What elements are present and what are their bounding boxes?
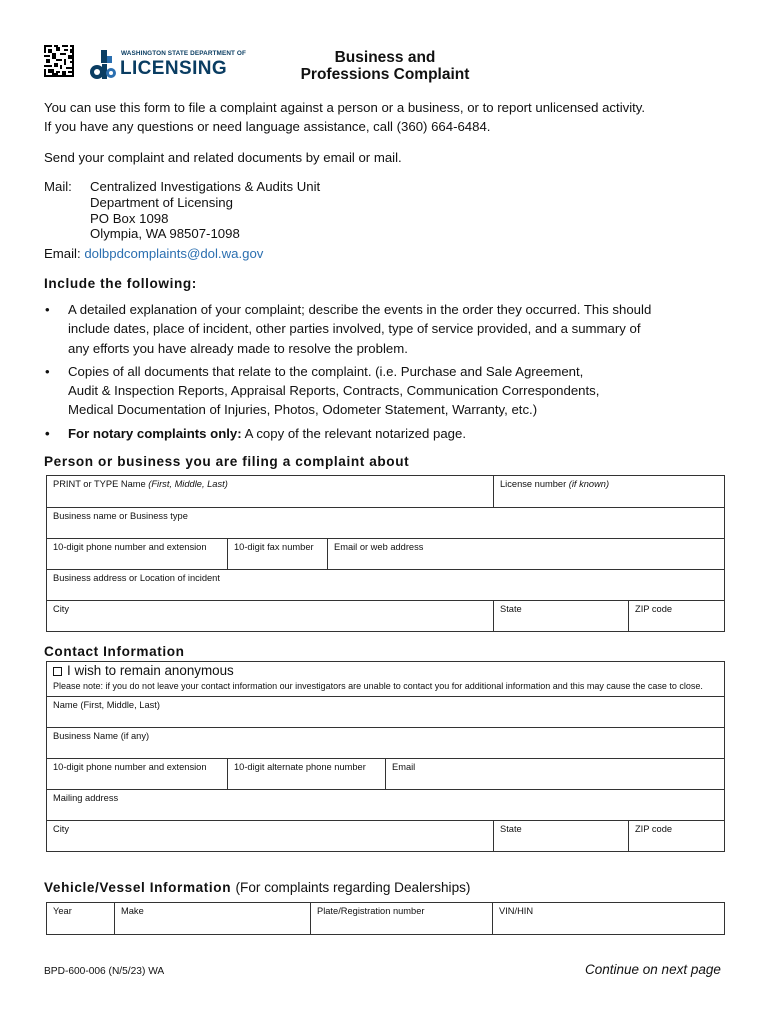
list-item — [44, 300, 704, 358]
logo-dept-text: WASHINGTON STATE DEPARTMENT OF — [121, 50, 247, 57]
field-hint: (if known) — [568, 479, 610, 489]
include-list — [44, 300, 704, 447]
business-name-field[interactable] — [47, 508, 725, 539]
plate-field[interactable] — [311, 903, 493, 935]
anonymous-label: I wish to remain anonymous — [67, 663, 234, 678]
vehicle-heading-note: (For complaints regarding Dealerships) — [235, 880, 471, 895]
notary-bold: For notary complaints only: — [68, 425, 242, 441]
bullet-line: Audit & Inspection Reports, Appraisal Reports, Contracts, Communication Correspondents, — [68, 383, 600, 399]
mail-line: Department of Licensing — [90, 194, 233, 210]
field-label: Make — [121, 906, 144, 916]
field-label: License number — [500, 479, 569, 489]
field-label: State — [500, 824, 522, 834]
mail-line: Olympia, WA 98507-1098 — [90, 226, 240, 242]
contact-city-field[interactable] — [47, 821, 494, 852]
field-label: Email or web address — [334, 542, 424, 552]
contact-state-field[interactable] — [494, 821, 629, 852]
field-label: Email — [392, 762, 416, 772]
name-field[interactable] — [47, 476, 494, 508]
vehicle-table — [46, 902, 725, 935]
bullet-line: include dates, place of incident, other parties involved, type of service provided, and a summary of — [68, 321, 641, 337]
title-line-1: Business and — [334, 49, 436, 66]
qr-code — [44, 45, 74, 77]
field-label: Name (First, Middle, Last) — [53, 700, 160, 710]
email-line — [44, 246, 263, 261]
mail-label: Mail: — [44, 179, 72, 194]
bullet-line — [68, 424, 704, 443]
year-field[interactable] — [47, 903, 115, 935]
vin-field[interactable] — [493, 903, 725, 935]
vehicle-heading — [44, 880, 470, 895]
list-item — [44, 362, 704, 420]
mailing-address-field[interactable] — [47, 790, 725, 821]
field-label: Plate/Registration number — [317, 906, 425, 916]
field-label: PRINT or TYPE Name — [53, 479, 149, 489]
field-label: 10-digit alternate phone number — [234, 762, 366, 772]
intro-line-1: You can use this form to file a complaint against a person or a business, or to report unlicensed activity. — [44, 100, 646, 115]
field-label: ZIP code — [635, 824, 673, 834]
mail-address — [90, 179, 320, 242]
list-item — [44, 424, 704, 443]
person-heading: Person or business you are filing a complaint about — [44, 454, 410, 469]
form-code: BPD-600-006 (N/5/23) WA — [44, 966, 165, 977]
city-field[interactable] — [47, 601, 494, 632]
field-label: City — [53, 604, 70, 614]
anonymous-note: Please note: if you do not leave your contact information our investigators are unable to contact you for additional information and this may cause the case to close. — [53, 681, 703, 691]
field-label: Business name or Business type — [53, 511, 188, 521]
contact-zip-field[interactable] — [629, 821, 725, 852]
email-link[interactable]: dolbpdcomplaints@dol.wa.gov — [84, 246, 264, 261]
mail-line: Centralized Investigations & Audits Unit — [90, 179, 321, 194]
dol-logo-mark — [88, 48, 118, 82]
notary-rest: A copy of the relevant notarized page. — [241, 425, 466, 441]
business-address-field[interactable] — [47, 570, 725, 601]
continue-note: Continue on next page — [585, 962, 721, 977]
form-title — [260, 49, 510, 83]
mail-line: PO Box 1098 — [90, 210, 169, 226]
field-label: ZIP code — [635, 604, 673, 614]
anonymous-option — [47, 662, 725, 697]
intro-line-2: If you have any questions or need language assistance, call (360) 664-6484. — [44, 119, 491, 134]
contact-name-field[interactable] — [47, 697, 725, 728]
field-label: State — [500, 604, 522, 614]
make-field[interactable] — [115, 903, 311, 935]
bullet-icon: • — [45, 425, 50, 441]
field-label: City — [53, 824, 70, 834]
bullet-icon: • — [45, 302, 50, 317]
vehicle-heading-text: Vehicle/Vessel Information — [44, 880, 232, 895]
contact-phone-field[interactable] — [47, 759, 228, 790]
license-field[interactable] — [494, 476, 725, 508]
include-heading: Include the following: — [44, 276, 197, 291]
person-table — [46, 475, 725, 632]
logo-licensing-text: LICENSING — [120, 58, 228, 79]
bullet-icon: • — [45, 363, 50, 379]
field-label: 10-digit phone number and extension — [53, 762, 207, 772]
contact-alt-phone-field[interactable] — [228, 759, 386, 790]
field-label: VIN/HIN — [499, 906, 534, 916]
dol-logo — [88, 48, 247, 82]
field-label: Year — [53, 906, 72, 916]
email-web-field[interactable] — [328, 539, 725, 570]
field-label: 10-digit fax number — [234, 542, 314, 552]
bullet-line: A detailed explanation of your complaint; describe the events in the order they occurred. This should — [68, 302, 652, 317]
contact-table — [46, 661, 725, 852]
field-label: Mailing address — [53, 793, 119, 803]
bullet-line: any efforts you have already made to resolve the problem. — [68, 340, 408, 356]
title-line-2: Professions Complaint — [300, 66, 470, 83]
contact-email-field[interactable] — [386, 759, 725, 790]
field-label: 10-digit phone number and extension — [53, 542, 207, 552]
send-instructions: Send your complaint and related documents by email or mail. — [44, 150, 402, 165]
bullet-line: Copies of all documents that relate to the complaint. (i.e. Purchase and Sale Agreement, — [68, 363, 584, 379]
fax-field[interactable] — [228, 539, 328, 570]
field-hint: (First, Middle, Last) — [148, 479, 228, 489]
bullet-line: Medical Documentation of Injuries, Photos, Odometer Statement, Warranty, etc.) — [68, 402, 538, 418]
field-label: Business address or Location of incident — [53, 573, 220, 583]
contact-business-field[interactable] — [47, 728, 725, 759]
phone-field[interactable] — [47, 539, 228, 570]
zip-field[interactable] — [629, 601, 725, 632]
contact-heading: Contact Information — [44, 644, 185, 659]
field-label: Business Name (if any) — [53, 731, 150, 741]
email-label: Email: — [44, 246, 81, 261]
anonymous-checkbox[interactable] — [53, 667, 62, 676]
state-field[interactable] — [494, 601, 629, 632]
